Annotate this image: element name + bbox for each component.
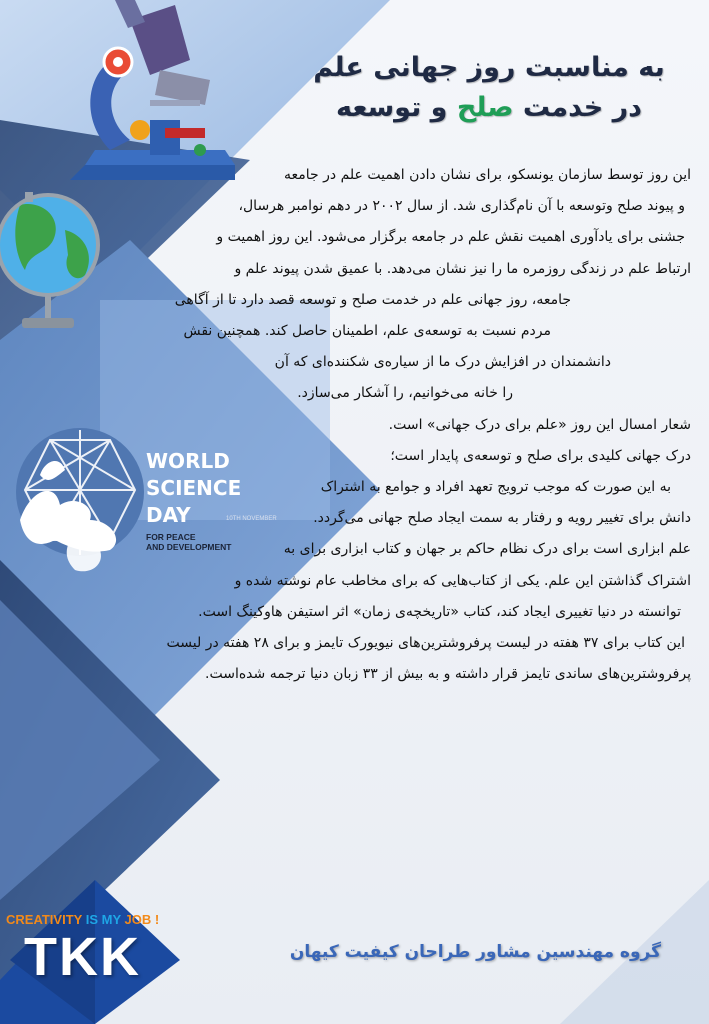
- body-line: علم ابزاری است برای درک نظام حاکم بر جهان و کتاب ابزاری برای به: [283, 541, 691, 558]
- title-and: و: [430, 92, 448, 123]
- slogan-part-3: JOB !: [124, 912, 160, 927]
- title-peace: صلح: [456, 92, 514, 123]
- body-line: دانش برای تغییر رویه و رفتار به سمت ایجاد صلح جهانی می‌گردد.: [313, 510, 691, 527]
- page-title: [309, 48, 669, 128]
- wsd-line-2: SCIENCE: [146, 476, 242, 500]
- title-development: توسعه: [336, 92, 422, 123]
- title-line-1: به مناسبت روز جهانی علم: [313, 52, 665, 83]
- company-name: گروه مهندسین مشاور طراحان کیفیت کیهان: [289, 942, 661, 962]
- body-line: پرفروشترین‌های ساندی تایمز قرار داشته و به بیش از ۳۳ زبان دنیا ترجمه شده‌است.: [205, 666, 691, 683]
- wsd-sub-2: AND DEVELOPMENT: [146, 542, 232, 552]
- body-line: به این صورت که موجب ترویج تعهد افراد و جوامع به اشتراک: [320, 479, 671, 496]
- body-line: ارتباط علم در زندگی روزمره ما را نیز نشان می‌دهد. با عمیق شدن پیوند علم و: [234, 260, 691, 277]
- body-paragraph: [101, 160, 691, 690]
- body-line: این کتاب برای ۳۷ هفته در لیست پرفروشترین‌های نیویورک تایمز و برای ۲۸ هفته در لیست: [166, 635, 685, 652]
- body-line: درک جهانی کلیدی برای صلح و توسعه‌ی پایدار است؛: [390, 447, 691, 464]
- body-line: جشنی برای یادآوری اهمیت نقش علم در جامعه برگزار می‌شود. این روز اهمیت و: [216, 229, 685, 246]
- body-line: دانشمندان در افزایش درک ما از سیاره‌ی شکننده‌ای که آن: [274, 354, 611, 371]
- body-line: مردم نسبت به توسعه‌ی علم، اطمینان حاصل کند. همچنین نقش: [183, 323, 551, 340]
- wsd-line-1: WORLD: [146, 449, 230, 473]
- slogan: [6, 912, 159, 927]
- slogan-part-2: IS MY: [85, 912, 121, 927]
- body-line: و پیوند صلح وتوسعه با آن نام‌گذاری شد. از سال ۲۰۰۲ در دهم نوامبر هرسال،: [238, 198, 685, 215]
- body-line: توانسته در دنیا تغییری ایجاد کند، کتاب «تاریخچه‌ی زمان» اثر استیفن هاوکینگ است.: [198, 603, 681, 620]
- title-line-2: [309, 88, 669, 128]
- slogan-part-1: CREATIVITY: [6, 912, 83, 927]
- body-line: را خانه می‌خوانیم، را آشکار می‌سازد.: [297, 385, 513, 402]
- title-prefix: در خدمت: [522, 92, 642, 123]
- wsd-sub-1: FOR PEACE: [146, 532, 196, 542]
- body-line: شعار امسال این روز «علم برای درک جهانی» است.: [388, 416, 691, 433]
- body-line: اشتراک گذاشتن این علم. یکی از کتاب‌هایی که برای مخاطب عام نوشته شده و: [234, 572, 691, 589]
- wsd-date: 10TH NOVEMBER: [226, 516, 277, 522]
- tkk-logo: TKK: [24, 927, 141, 987]
- body-line: جامعه، روز جهانی علم در خدمت صلح و توسعه قصد دارد تا از آگاهی: [174, 291, 571, 308]
- wsd-line-3: DAY: [146, 503, 191, 527]
- body-line: این روز توسط سازمان یونسکو، برای نشان دادن اهمیت علم در جامعه: [284, 167, 691, 183]
